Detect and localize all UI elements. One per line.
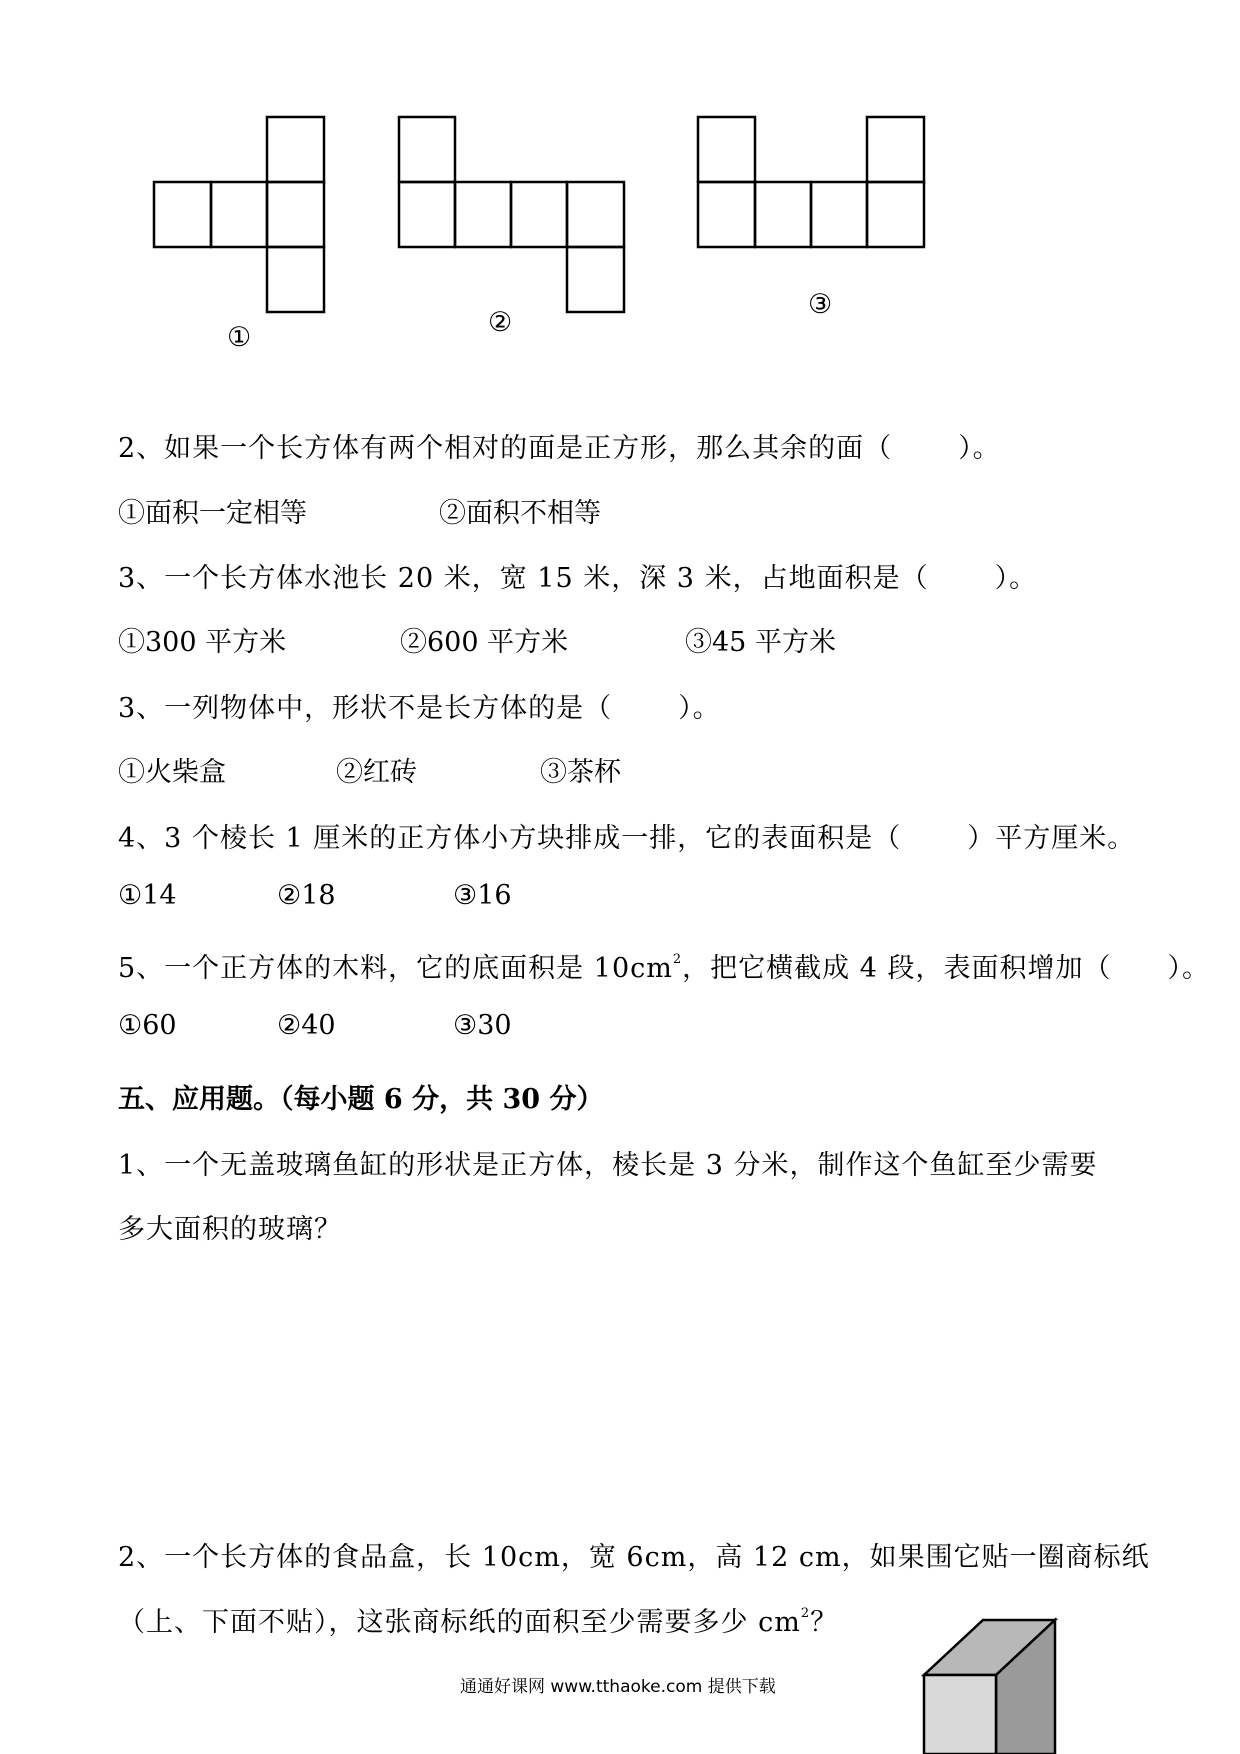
option: ③茶杯 bbox=[540, 757, 621, 788]
option: ①火柴盒 bbox=[118, 757, 226, 788]
question-text: 4、3 个棱长 1 厘米的正方体小方块排成一排，它的表面积是（ bbox=[118, 823, 902, 854]
cube-net-1 bbox=[154, 117, 324, 312]
problem-text: （上、下面不贴），这张商标纸的面积至少需要多少 cm bbox=[118, 1607, 801, 1638]
question-4 bbox=[118, 816, 1135, 855]
box-front-face bbox=[924, 1675, 996, 1754]
option: ①300 平方米 bbox=[118, 627, 287, 658]
option: ②18 bbox=[277, 880, 336, 911]
question-text-end: ，把它横截成 4 段，表面积增加（ ）。 bbox=[682, 953, 1210, 984]
option: ②面积不相等 bbox=[439, 498, 601, 529]
question-text: 5、一个正方体的木料，它的底面积是 10cm bbox=[118, 953, 673, 984]
question-3a bbox=[118, 556, 1037, 595]
application-problem-1-line2: 多大面积的玻璃？ bbox=[118, 1214, 342, 1245]
question-3b bbox=[118, 686, 721, 725]
figure-label-3: ③ bbox=[808, 289, 833, 320]
question-5 bbox=[118, 946, 1210, 985]
figure-label-2: ② bbox=[488, 307, 513, 338]
option: ③45 平方米 bbox=[685, 627, 836, 658]
application-problem-2-line1: 2、一个长方体的食品盒，长 10cm，宽 6cm，高 12 cm，如果围它贴一圈商标纸 bbox=[118, 1542, 1150, 1573]
problem-text-end: ？ bbox=[810, 1607, 839, 1638]
question-text-end: ）。 bbox=[678, 693, 721, 724]
footer-credit: 通通好课网 www.tthaoke.com 提供下载 bbox=[460, 1677, 776, 1697]
question-text-end: ）。 bbox=[958, 433, 1001, 464]
option: ①14 bbox=[118, 880, 177, 911]
option: ②红砖 bbox=[336, 757, 417, 788]
question-text: 3、一个长方体水池长 20 米，宽 15 米，深 3 米，占地面积是（ bbox=[118, 563, 929, 594]
option: ①面积一定相等 bbox=[118, 498, 307, 529]
figure-label-1: ① bbox=[227, 322, 252, 353]
question-text-end: ）。 bbox=[994, 563, 1038, 594]
option: ③30 bbox=[453, 1010, 512, 1041]
question-text: 3、一列物体中，形状不是长方体的是（ bbox=[118, 693, 613, 724]
question-text-end: ）平方厘米。 bbox=[967, 823, 1136, 854]
application-problem-2-line2 bbox=[118, 1600, 838, 1639]
option: ①60 bbox=[118, 1010, 177, 1041]
question-text: 2、如果一个长方体有两个相对的面是正方形，那么其余的面（ bbox=[118, 433, 893, 464]
rectangular-box-illustration bbox=[924, 1620, 1055, 1754]
question-2 bbox=[118, 426, 1001, 465]
cube-net-2 bbox=[399, 117, 624, 312]
option: ②40 bbox=[277, 1010, 336, 1041]
option: ③16 bbox=[453, 880, 512, 911]
application-problem-1-line1: 1、一个无盖玻璃鱼缸的形状是正方体，棱长是 3 分米，制作这个鱼缸至少需要 bbox=[118, 1150, 1098, 1181]
superscript: 2 bbox=[672, 952, 683, 967]
cube-net-3 bbox=[698, 117, 924, 247]
option: ②600 平方米 bbox=[400, 627, 569, 658]
section-heading: 五、应用题。（每小题 6 分，共 30 分） bbox=[118, 1084, 604, 1115]
superscript: 2 bbox=[800, 1606, 811, 1621]
